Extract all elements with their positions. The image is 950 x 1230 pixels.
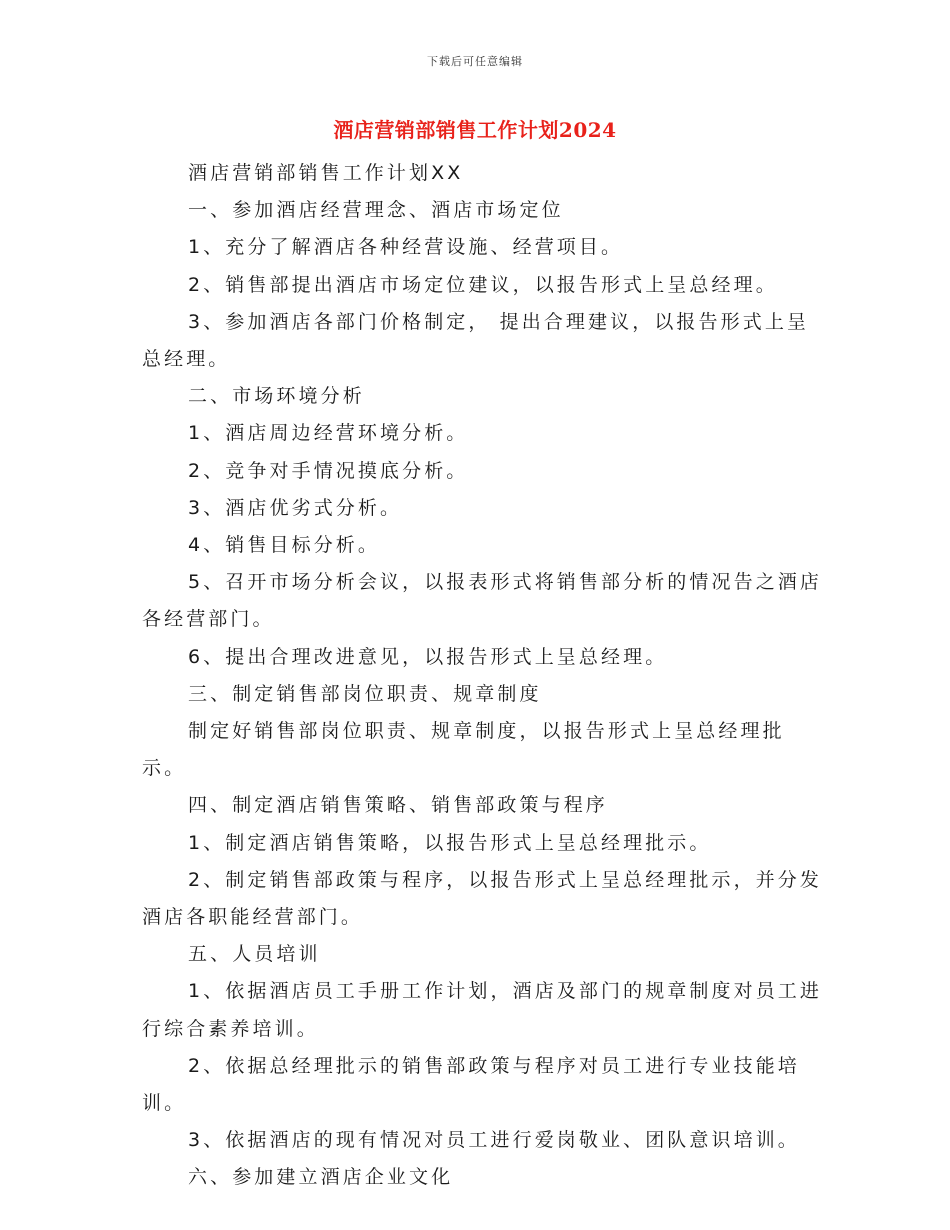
section-heading: 二、市场环境分析 [188,385,365,408]
section-heading: 四、制定酒店销售策略、销售部政策与程序 [188,794,608,817]
section-heading: 三、制定销售部岗位职责、规章制度 [188,682,542,705]
section-heading: 一、参加酒店经营理念、酒店市场定位 [188,199,564,222]
section-heading: 五、人员培训 [188,943,321,966]
document-title: 酒店营销部销售工作计划2024 [333,118,617,142]
paragraph: 1、酒店周边经营环境分析。 [188,422,469,445]
paragraph: 3、依据酒店的现有情况对员工进行爱岗敬业、团队意识培训。 [188,1129,800,1152]
section-heading: 六、参加建立酒店企业文化 [188,1166,454,1189]
paragraph: 酒店营销部销售工作计划XX [188,162,464,184]
document-body [142,155,822,1197]
paragraph: 2、销售部提出酒店市场定位建议，以报告形式上呈总经理。 [188,273,778,296]
paragraph: 3、参加酒店各部门价格制定， 提出合理建议，以报告形式上呈总经理。 [142,310,810,371]
paragraph: 2、依据总经理批示的销售部政策与程序对员工进行专业技能培训。 [142,1054,800,1115]
paragraph: 制定好销售部岗位职责、规章制度，以报告形式上呈总经理批示。 [142,720,785,780]
paragraph: 1、充分了解酒店各种经营设施、经营项目。 [188,236,624,259]
paragraph: 6、提出合理改进意见，以报告形式上呈总经理。 [188,645,668,668]
paragraph: 4、销售目标分析。 [188,534,380,557]
paragraph: 1、依据酒店员工手册工作计划，酒店及部门的规章制度对员工进行综合素养培训。 [142,980,822,1040]
header-note: 下载后可任意编辑 [427,55,523,68]
paragraph: 5、召开市场分析会议，以报表形式将销售部分析的情况告之酒店各经营部门。 [142,571,822,631]
paragraph: 3、酒店优劣式分析。 [188,496,403,519]
paragraph: 2、竞争对手情况摸底分析。 [188,459,469,482]
paragraph: 2、制定销售部政策与程序，以报告形式上呈总经理批示，并分发酒店各职能经营部门。 [142,868,822,929]
paragraph: 1、制定酒店销售策略，以报告形式上呈总经理批示。 [188,831,712,854]
